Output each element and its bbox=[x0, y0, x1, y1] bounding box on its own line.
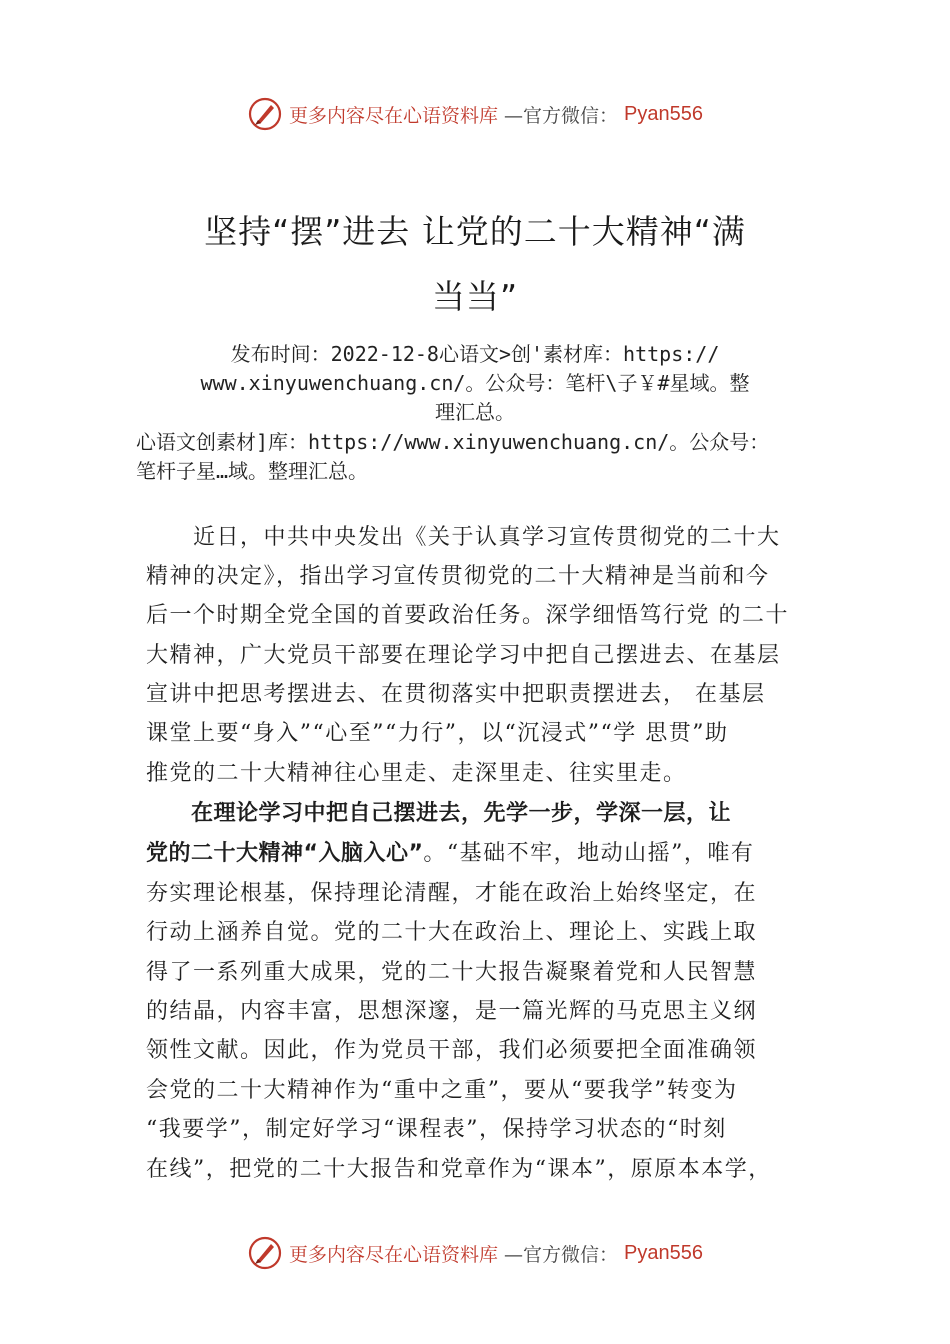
paragraph-2-line: 行动上涵养自觉。党的二十大在政治上、理论上、实践上取 bbox=[146, 920, 758, 945]
paragraph-1-line: 后一个时期全党全国的首要政治任务。深学细悟笃行党 的二十 bbox=[146, 603, 789, 628]
paragraph-2-heading-line bbox=[146, 796, 731, 827]
wechat-id: Pyan556 bbox=[624, 102, 703, 125]
meta-line-1: 发布时间：2022-12-8心语文>创'素材库：https:// bbox=[230, 342, 720, 366]
library-text: 更多内容尽在心语资料库 bbox=[289, 1243, 499, 1266]
wechat-label: —官方微信： bbox=[504, 1243, 619, 1266]
paragraph-2-line bbox=[146, 836, 754, 867]
meta-line-4: 心语文创素材]库：https://www.xinyuwenchuang.cn/。公众号： bbox=[136, 430, 770, 454]
paragraph-1-line: 近日，中共中央发出《关于认真学习宣传贯彻党的二十大 bbox=[146, 525, 781, 550]
paragraph-2-line: 会党的二十大精神作为“重中之重”，要从“要我学”转变为 bbox=[146, 1078, 738, 1103]
paragraph-1-line: 推党的二十大精神往心里走、走深里走、往实里走。 bbox=[146, 761, 687, 786]
library-text: 更多内容尽在心语资料库 bbox=[289, 104, 499, 127]
paragraph-2-text: 。“基础不牢，地动山摇”，唯有 bbox=[423, 841, 755, 866]
paragraph-1-line: 精神的决定》，指出学习宣传贯彻党的二十大精神是当前和今 bbox=[146, 564, 770, 589]
meta-line-2: www.xinyuwenchuang.cn/。公众号：笔杆\子￥#星域。整 bbox=[200, 371, 750, 395]
paragraph-2-line: 夯实理论根基，保持理论清醒，才能在政治上始终坚定，在 bbox=[146, 881, 758, 906]
document-title-line-2: 当当” bbox=[431, 277, 519, 316]
paragraph-2-line: 得了一系列重大成果，党的二十大报告凝聚着党和人民智慧 bbox=[146, 960, 758, 985]
paragraph-1-line: 课堂上要“身入”“心至”“力行”，以“沉浸式”“学 思贯”助 bbox=[146, 721, 729, 746]
paragraph-1-line: 大精神，广大党员干部要在理论学习中把自己摆进去、在基层 bbox=[146, 643, 781, 668]
wechat-label: —官方微信： bbox=[504, 104, 619, 127]
pen-logo-icon bbox=[247, 1235, 283, 1271]
wechat-id: Pyan556 bbox=[624, 1241, 703, 1264]
paragraph-2-line: 的结晶，内容丰富，思想深邃，是一篇光辉的马克思主义纲 bbox=[146, 999, 758, 1024]
paragraph-2-line: “我要学”，制定好学习“课程表”，保持学习状态的“时刻 bbox=[146, 1117, 727, 1142]
paragraph-2-line: 在线”，把党的二十大报告和党章作为“课本”，原原本本学， bbox=[146, 1157, 772, 1182]
meta-line-5: 笔杆子星…域。整理汇总。 bbox=[136, 459, 369, 483]
paragraph-1-line: 宣讲中把思考摆进去、在贯彻落实中把职责摆进去， 在基层 bbox=[146, 682, 766, 707]
paragraph-2-line: 领性文献。因此，作为党员干部，我们必须要把全面准确领 bbox=[146, 1038, 758, 1063]
paragraph-2-bold-lead-end: 党的二十大精神“入脑入心” bbox=[146, 841, 424, 866]
document-title-line-1: 坚持“摆”进去 让党的二十大精神“满 bbox=[204, 212, 746, 251]
paragraph-2-bold-lead: 在理论学习中把自己摆进去，先学一步，学深一层，让 bbox=[146, 801, 732, 826]
pen-logo-icon bbox=[247, 96, 283, 132]
footer-banner bbox=[0, 1233, 950, 1273]
header-banner bbox=[0, 94, 950, 134]
meta-line-3: 理汇总。 bbox=[435, 400, 515, 424]
